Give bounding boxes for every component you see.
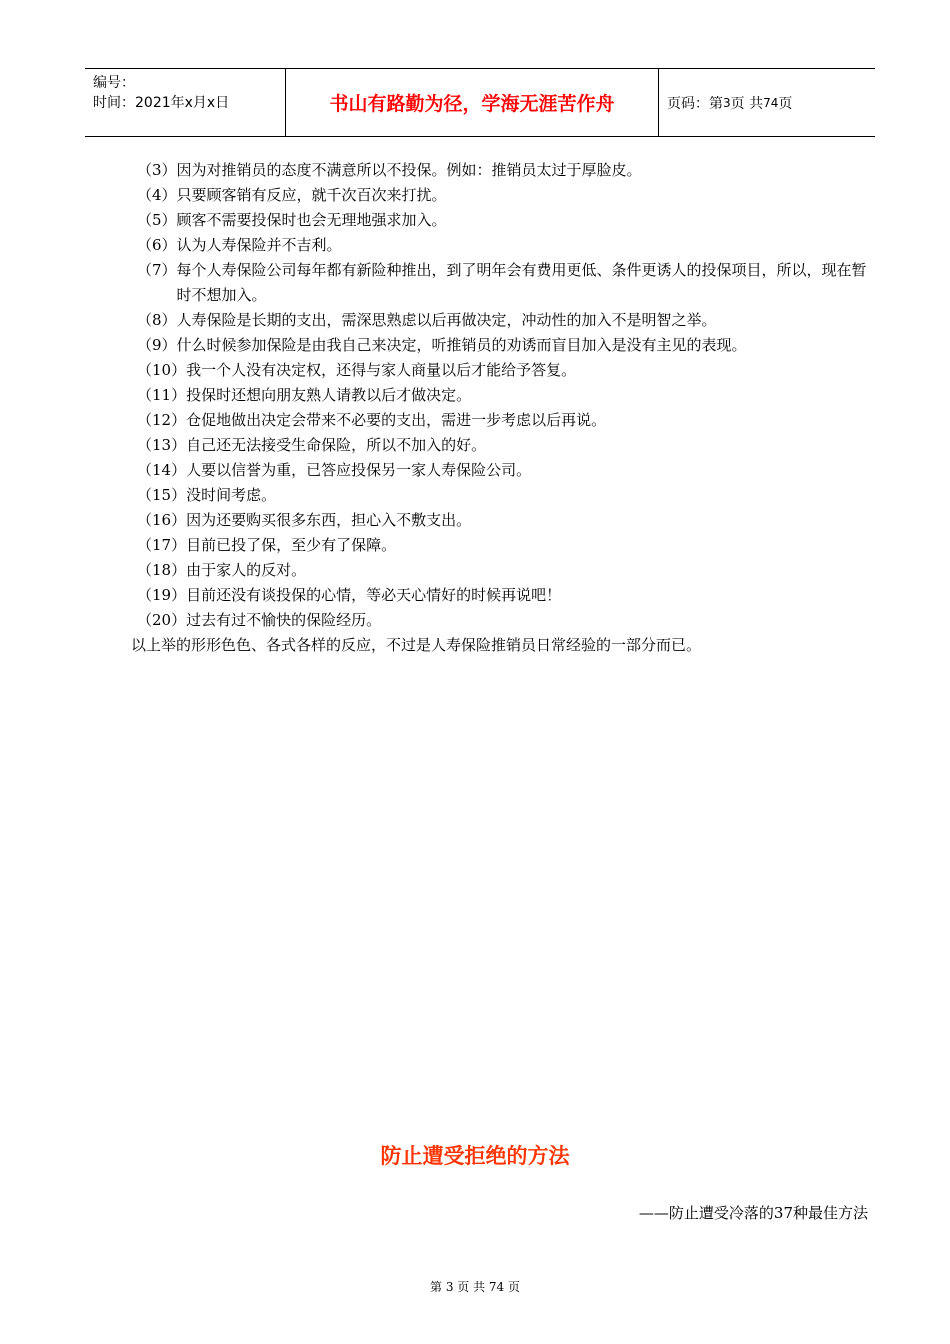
page-footer: 第 3 页 共 74 页	[430, 1280, 520, 1294]
header-meta	[85, 69, 286, 136]
page-current: 3	[723, 95, 731, 110]
header-page-info	[659, 69, 875, 136]
list-item	[137, 258, 875, 308]
list-item	[137, 333, 875, 358]
item-number: （19）	[137, 586, 187, 604]
list-item	[137, 183, 875, 208]
item-number: （11）	[137, 386, 187, 404]
list-item	[137, 208, 875, 233]
item-text: 目前已投了保，至少有了保障。	[186, 536, 397, 554]
summary-paragraph: 以上举的形形色色、各式各样的反应，不过是人寿保险推销员日常经验的一部分而已。	[131, 636, 702, 654]
list-item	[137, 433, 875, 458]
item-number: （7）	[137, 261, 177, 279]
page-prefix: 页码：第	[667, 95, 723, 112]
item-number: （4）	[137, 186, 177, 204]
item-number: （8）	[137, 311, 177, 329]
item-number: （14）	[137, 461, 187, 479]
list-item	[137, 558, 875, 583]
item-text: 只要顾客销有反应，就千次百次来打扰。	[176, 186, 447, 204]
list-item	[137, 583, 875, 608]
item-number: （13）	[137, 436, 187, 454]
item-text: 因为还要购买很多东西，担心入不敷支出。	[186, 511, 472, 529]
item-text: 仓促地做出决定会带来不必要的支出，需进一步考虑以后再说。	[186, 411, 607, 429]
item-number: （6）	[137, 236, 177, 254]
list-item	[137, 483, 875, 508]
item-text: 自己还无法接受生命保险，所以不加入的好。	[186, 436, 487, 454]
item-text: 过去有过不愉快的保险经历。	[186, 611, 382, 629]
item-number: （15）	[137, 486, 187, 504]
item-text: 什么时候参加保险是由我自己来决定，听推销员的劝诱而盲目加入是没有主见的表现。	[176, 336, 747, 354]
page-total: 74	[763, 95, 779, 110]
section-subtitle: ——防止遭受冷落的37种最佳方法	[638, 1204, 868, 1222]
item-number: （3）	[137, 161, 177, 179]
item-text: 目前还没有谈投保的心情，等必天心情好的时候再说吧！	[186, 586, 562, 604]
item-text: 我一个人没有决定权，还得与家人商量以后才能给予答复。	[186, 361, 577, 379]
list-item	[137, 233, 875, 258]
list-item	[137, 533, 875, 558]
item-text: 顾客不需要投保时也会无理地强求加入。	[176, 211, 447, 229]
number-label: 编号：	[93, 75, 135, 91]
item-text: 没时间考虑。	[186, 486, 277, 504]
item-text: 投保时还想向朋友熟人请教以后才做决定。	[186, 386, 472, 404]
page-header	[85, 68, 875, 137]
list-item	[137, 408, 875, 433]
list-item	[137, 158, 875, 183]
list-item	[137, 308, 875, 333]
item-number: （17）	[137, 536, 187, 554]
item-text: 人要以信誉为重，已答应投保另一家人寿保险公司。	[186, 461, 532, 479]
page-suffix: 页	[778, 95, 793, 112]
list-item	[137, 358, 875, 383]
item-text: 人寿保险是长期的支出，需深思熟虑以后再做决定，冲动性的加入不是明智之举。	[176, 311, 717, 329]
item-number: （12）	[137, 411, 187, 429]
item-text: 每个人寿保险公司每年都有新险种推出，到了明年会有费用更低、条件更诱人的投保项目，所以，现在暂时不想加入。	[176, 261, 867, 304]
item-text: 认为人寿保险并不吉利。	[176, 236, 342, 254]
item-text: 由于家人的反对。	[186, 561, 307, 579]
item-number: （10）	[137, 361, 187, 379]
list-item	[137, 508, 875, 533]
list-item	[137, 383, 875, 408]
item-text: 因为对推销员的态度不满意所以不投保。例如：推销员太过于厚脸皮。	[176, 161, 642, 179]
time-label: 时间：2021年x月x日	[93, 95, 230, 111]
item-number: （18）	[137, 561, 187, 579]
item-number: （16）	[137, 511, 187, 529]
item-number: （9）	[137, 336, 177, 354]
item-number: （20）	[137, 611, 187, 629]
section-heading: 防止遭受拒绝的方法	[380, 1144, 570, 1168]
header-motto: 书山有路勤为径，学海无涯苦作舟	[286, 69, 659, 136]
list-item	[137, 458, 875, 483]
list-item	[137, 608, 875, 633]
page-mid: 页 共	[730, 95, 764, 112]
objection-list	[131, 158, 875, 658]
item-number: （5）	[137, 211, 177, 229]
